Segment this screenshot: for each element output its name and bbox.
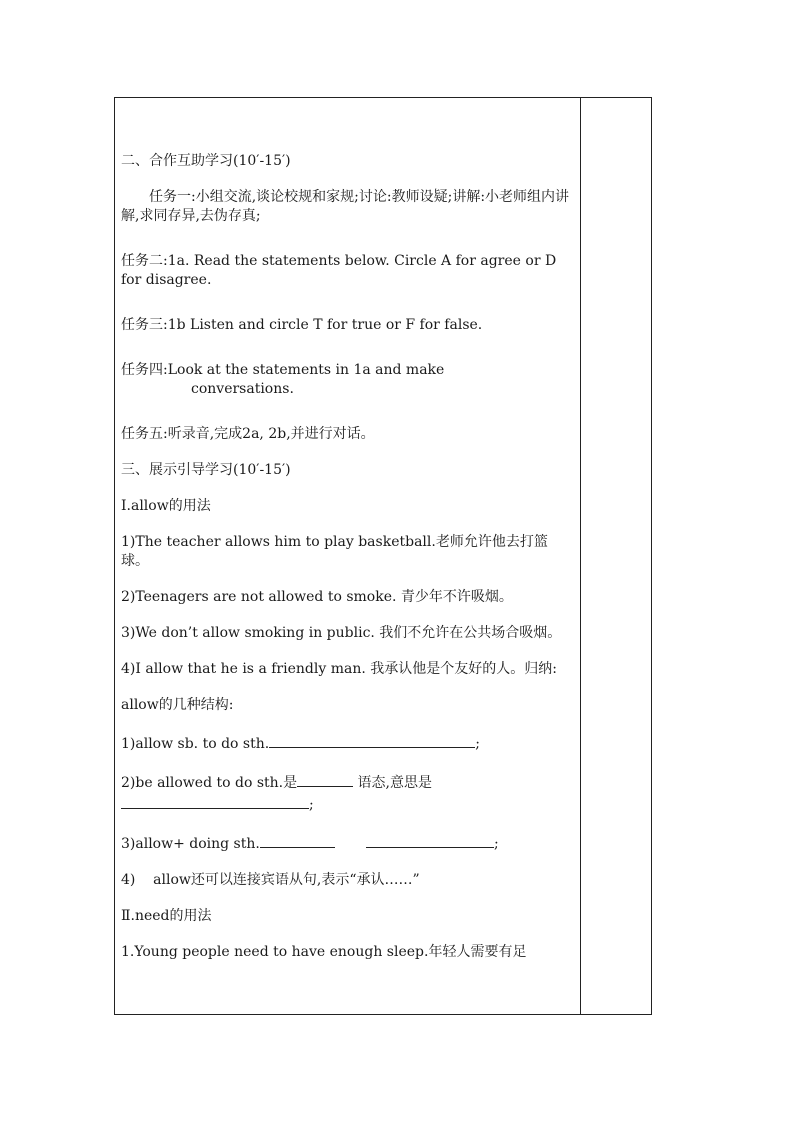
- allow-example-2: 2)Teenagers are not allowed to smoke. 青少年不许吸烟。: [121, 589, 513, 605]
- structure-3-end: ;: [494, 836, 499, 852]
- task4-line1: 任务四:Look at the statements in 1a and make: [121, 362, 445, 378]
- structure-2-middle: 语态,意思是: [353, 775, 433, 791]
- structure-1-end: ;: [475, 736, 480, 752]
- structure-2: [121, 771, 573, 815]
- structures-heading: allow的几种结构:: [121, 697, 234, 713]
- allow-example-4: 4)I allow that he is a friendly man. 我承认他是个友好的人。归纳:: [121, 661, 557, 677]
- structure-2-blank-meaning[interactable]: [121, 793, 309, 809]
- structure-2-blank-voice[interactable]: [297, 771, 353, 787]
- task4-line2: conversations.: [191, 381, 294, 397]
- section3-title: 三、展示引导学习(10′-15′): [121, 462, 291, 478]
- column-divider: [580, 97, 581, 1015]
- structure-2-text: 2)be allowed to do sth.是: [121, 775, 298, 791]
- allow-heading: Ⅰ.allow的用法: [121, 498, 211, 514]
- lesson-content: [121, 152, 573, 962]
- structure-4: 4) allow还可以连接宾语从句,表示“承认……”: [121, 872, 420, 888]
- allow-example-1: 1)The teacher allows him to play basketball.老师允许他去打篮球。: [121, 534, 548, 569]
- structure-3-text: 3)allow+ doing sth.: [121, 836, 260, 852]
- need-example-1: 1.Young people need to have enough sleep.年轻人需要有足: [121, 944, 527, 960]
- section2-title: 二、合作互助学习(10′-15′): [121, 153, 291, 169]
- structure-3-blank-2[interactable]: [366, 832, 494, 848]
- task3-text: 任务三:1b Listen and circle T for true or F for false.: [121, 317, 483, 333]
- task4-text: [121, 361, 573, 399]
- allow-example-3: 3)We don’t allow smoking in public. 我们不允许在公共场合吸烟。: [121, 625, 562, 641]
- need-heading: Ⅱ.need的用法: [121, 908, 212, 924]
- structure-2-end: ;: [309, 797, 314, 813]
- task5-text: 任务五:听录音,完成2a, 2b,并进行对话。: [121, 426, 375, 442]
- structure-1: [121, 732, 573, 754]
- task2-text: 任务二:1a. Read the statements below. Circle A for agree or D for disagree.: [121, 253, 557, 288]
- structure-1-text: 1)allow sb. to do sth.: [121, 736, 270, 752]
- structure-1-blank[interactable]: [269, 732, 475, 748]
- structure-3-blank-1[interactable]: [260, 832, 335, 848]
- task1-text: 任务一:小组交流,谈论校规和家规;讨论:教师设疑;讲解:小老师组内讲解,求同存异,去伪存真;: [121, 189, 570, 224]
- structure-3: [121, 832, 573, 854]
